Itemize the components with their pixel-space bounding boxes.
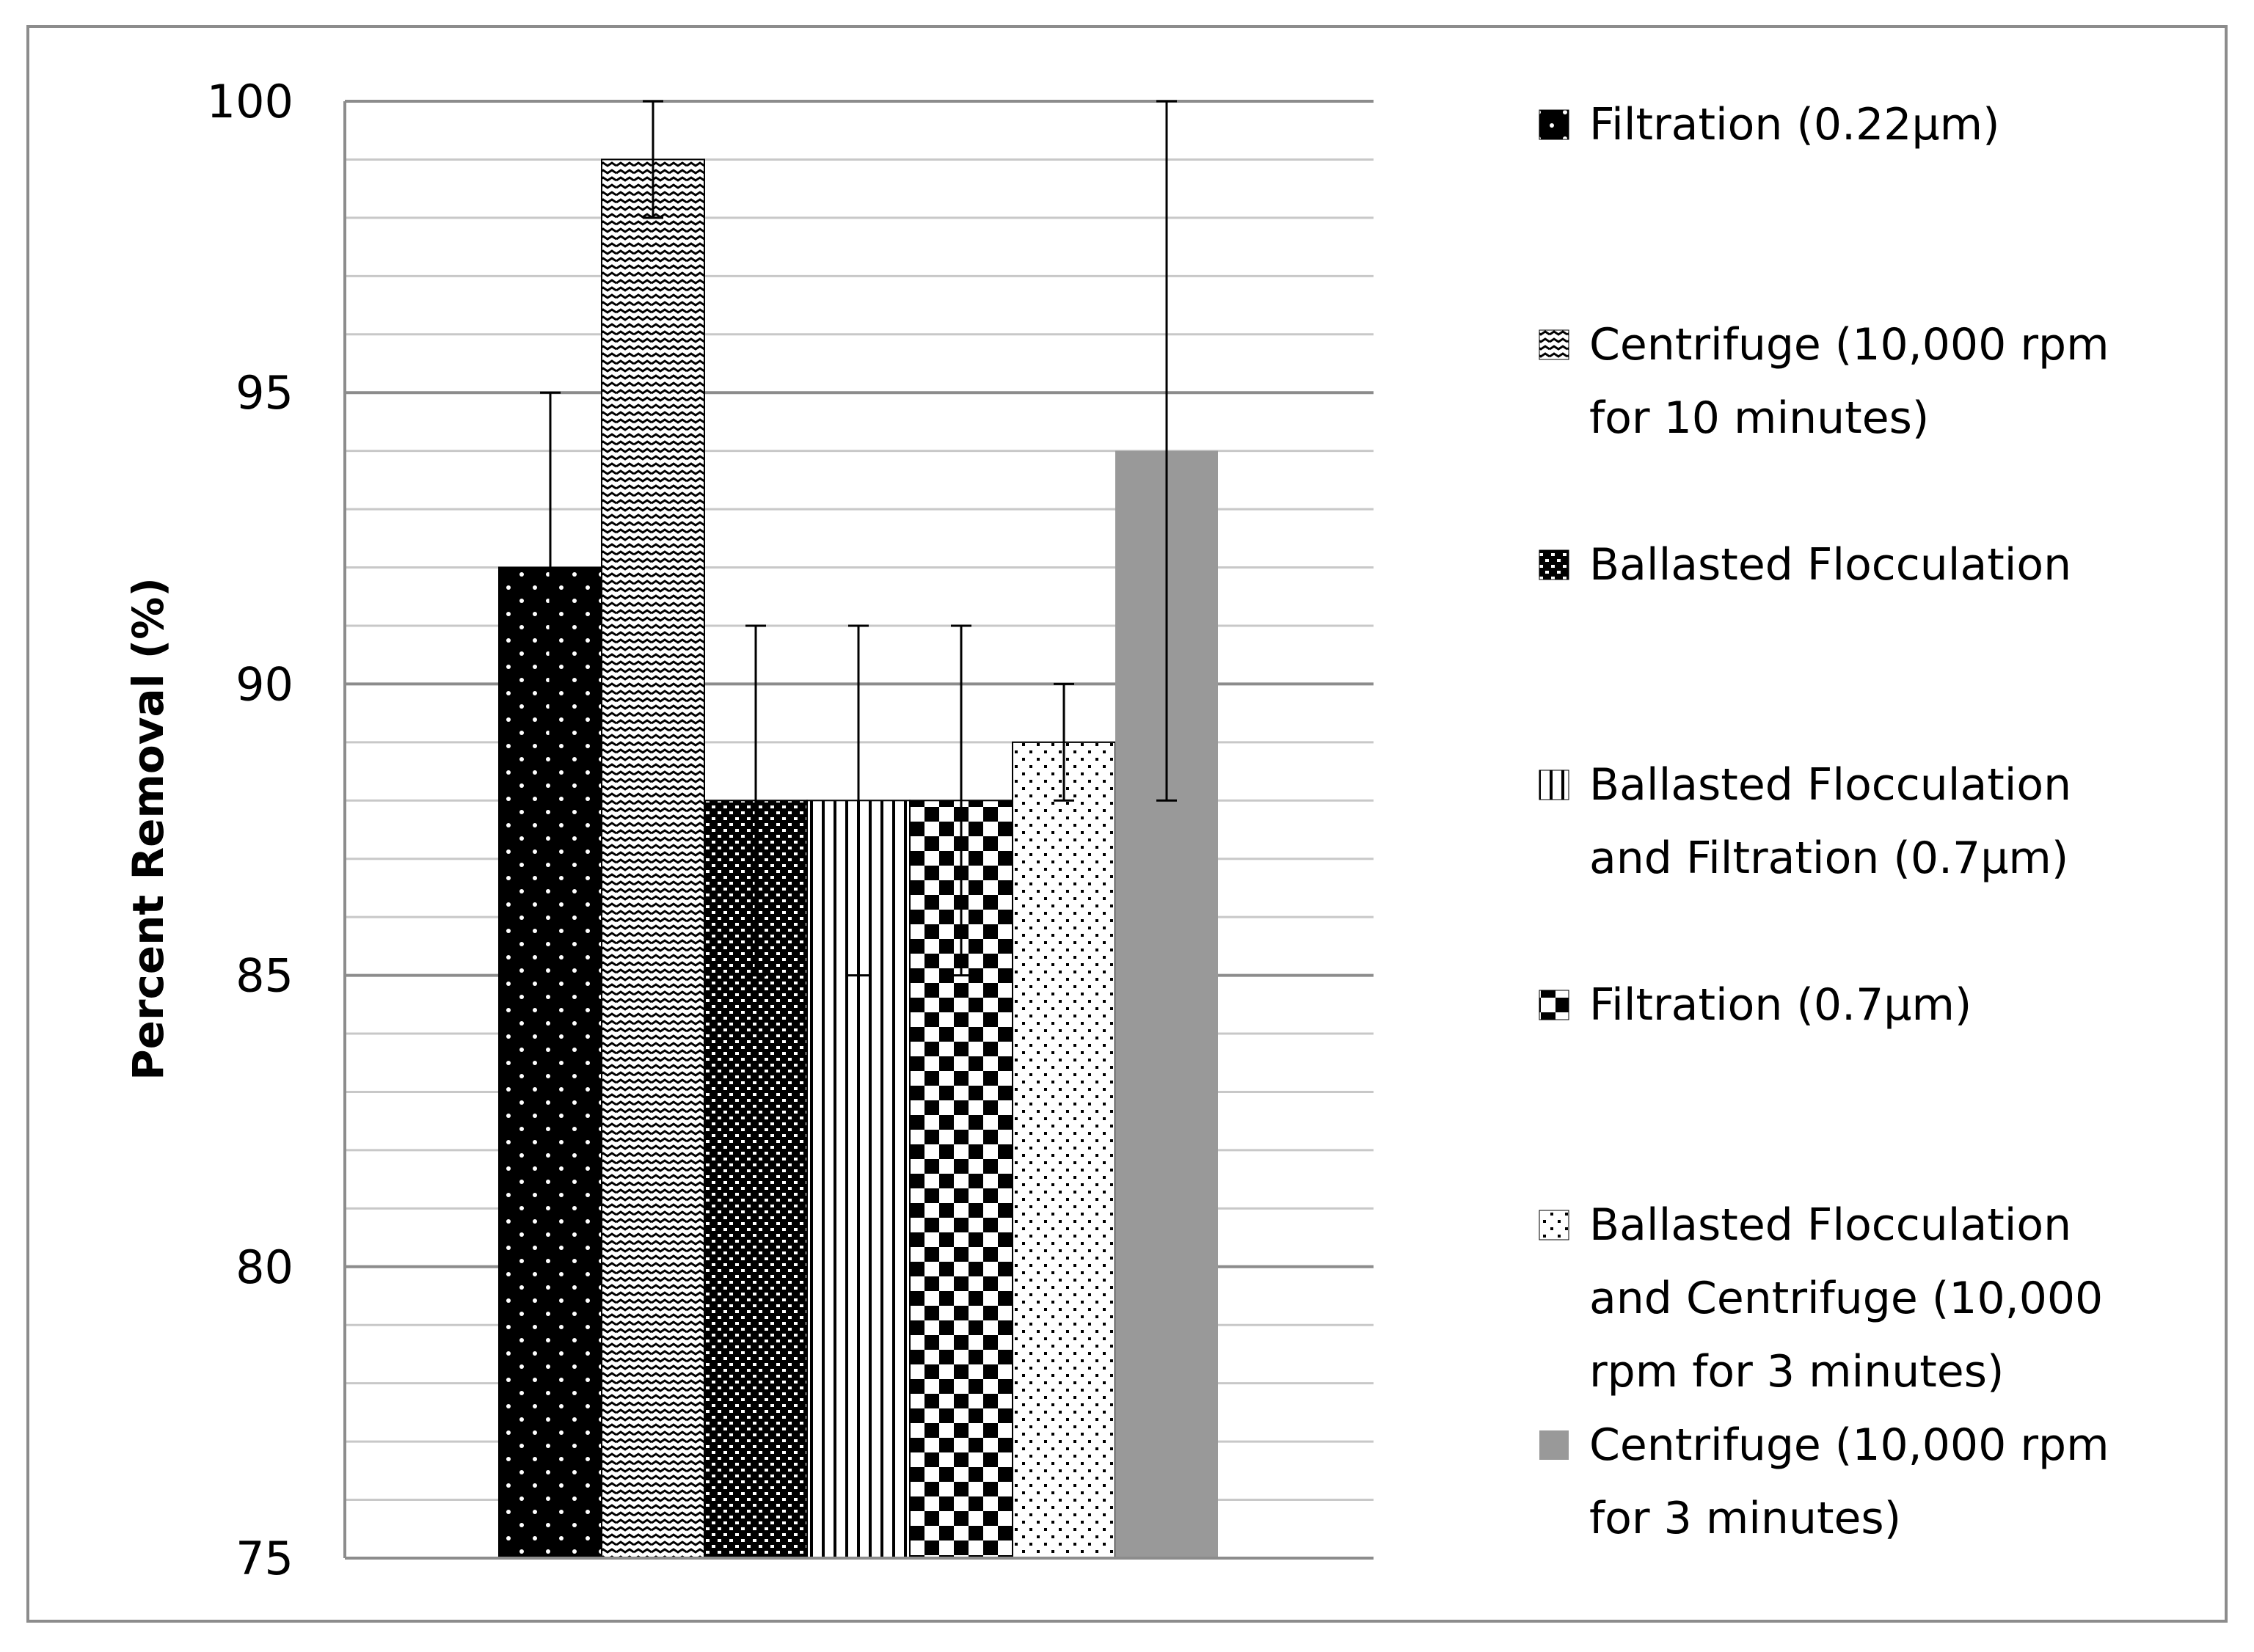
- legend-label: for 10 minutes): [1589, 392, 1930, 444]
- legend-swatch: [1539, 770, 1569, 800]
- legend-label: Centrifuge (10,000 rpm: [1589, 1419, 2109, 1471]
- legend-swatch: [1539, 330, 1569, 359]
- y-axis-title: Percent Removal (%): [123, 577, 173, 1081]
- y-tick-label: 85: [236, 949, 293, 1003]
- legend-swatch: [1539, 990, 1569, 1020]
- legend-swatch: [1539, 110, 1569, 139]
- legend-label: rpm for 3 minutes): [1589, 1346, 2005, 1397]
- y-tick-label: 100: [206, 75, 293, 128]
- legend-label: for 3 minutes): [1589, 1493, 1902, 1544]
- y-tick-label: 75: [236, 1532, 293, 1585]
- bar: [1013, 742, 1115, 1558]
- legend-label: Centrifuge (10,000 rpm: [1589, 319, 2109, 370]
- legend-label: Filtration (0.7µm): [1589, 979, 1972, 1031]
- y-tick-label: 80: [236, 1240, 293, 1294]
- y-tick-label: 95: [236, 366, 293, 420]
- y-tick-label: 90: [236, 657, 293, 712]
- legend: [1539, 99, 2109, 1544]
- legend-swatch: [1539, 1210, 1569, 1240]
- legend-swatch: [1539, 550, 1569, 580]
- legend-label: Ballasted Flocculation: [1589, 1199, 2072, 1251]
- legend-label: Ballasted Flocculation: [1589, 759, 2072, 811]
- legend-label: and Filtration (0.7µm): [1589, 833, 2069, 884]
- legend-label: and Centrifuge (10,000: [1589, 1273, 2104, 1324]
- legend-swatch: [1539, 1430, 1569, 1460]
- bar: [602, 159, 704, 1558]
- legend-label: Filtration (0.22µm): [1589, 99, 2000, 150]
- legend-label: Ballasted Flocculation: [1589, 539, 2072, 591]
